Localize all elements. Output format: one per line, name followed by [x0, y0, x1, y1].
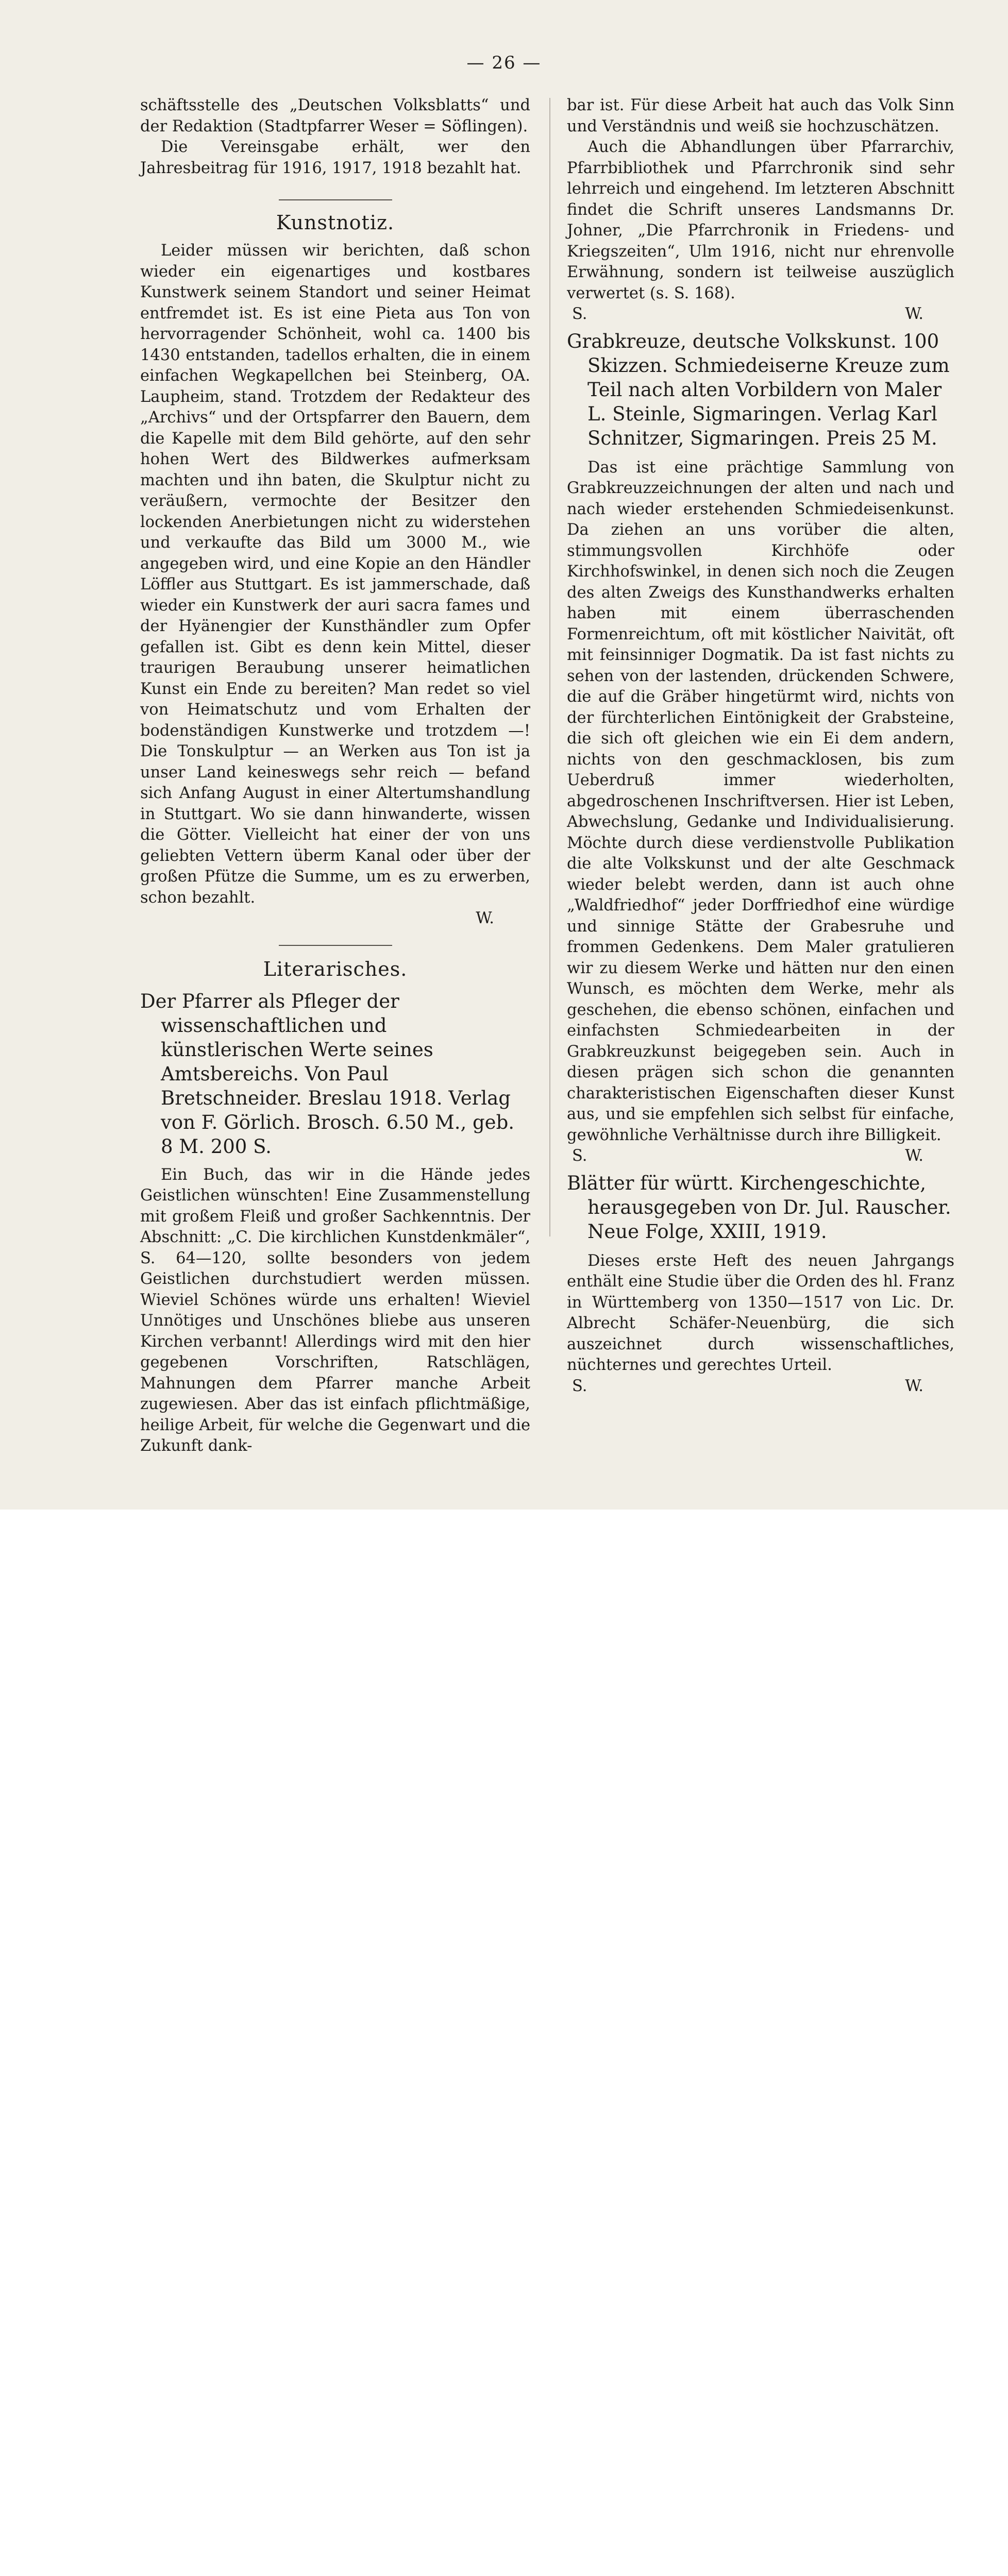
signature-initial-right: W.: [905, 1377, 923, 1395]
review-signature: [567, 1376, 954, 1397]
vereinsgabe-paragraph: Die Vereinsgabe erhält, wer den Jahresbeitrag für 1916, 1917, 1918 bezahlt hat.: [140, 138, 530, 177]
signature-initial-right: W.: [905, 305, 923, 323]
book-review-grabkreuze: Das ist eine prächtige Sammlung von Grabkreuzzeichnungen der alten und nach und nach wieder erstehenden Schmiedeisenkunst. Da ziehen an uns vorüber die alten, stimmungsvollen Kirchhöfe oder Kirchhofswinkel, in denen sich noch die Zeugen des alten Zweigs des Kunsthandwerks erhalten haben mit einem überraschenden Formenreichtum, oft mit köstlicher Naivität, oft mit feinsinniger Dogmatik. Da ist fast nichts zu sehen von der lastenden, drückenden Schwere, die auf die Gräber hingetürmt wird, nichts von der fürchterlichen Eintönigkeit der Grabsteine, die sich oft gleichen wie ein Ei dem andern, nichts von den geschmacklosen, bis zum Ueberdruß immer wiederholten, abgedroschenen Inschriftversen. Hier ist Leben, Abwechslung, Gedanke und Individualisierung. Möchte durch diese verdienstvolle Publikation die alte Volkskunst und der alte Geschmack wieder belebt werden, dann ist auch ohne „Waldfriedhof“ jeder Dorffriedhof eine würdige und sinnige Stätte der Grabesruhe und frommen Gedenkens. Dem Maler gratulieren wir zu diesem Werke und hätten nur den einen Wunsch, es möchten dem Werke, mehr als geschehen, die ebenso schönen, einfachen und einfachsten Schmiedearbeiten in der Grabkreuzkunst beigegeben sein. Auch in diesen prägen sich schon die genannten charakteristischen Eigenschaften dieser Kunst aus, und sie empfehlen sich selbst für einfache, gewöhnliche Verhältnisse durch ihre Billigkeit.: [567, 458, 954, 1144]
book-review-blaetter: Dieses erste Heft des neuen Jahrgangs enthält eine Studie über die Orden des hl. Franz in Württemberg von 1350—1517 von Lic. Dr. Albrecht Schäfer-Neuenbürg, die sich auszeichnet durch wissenschaftliches, nüchternes und gerechtes Urteil.: [567, 1251, 954, 1374]
signature-initial-left: S.: [572, 305, 587, 323]
intro-paragraph: schäftsstelle des „Deutschen Volksblatts“ und der Redaktion (Stadtpfarrer Weser = Söflingen).: [140, 96, 530, 135]
book-review-pfarrer: Ein Buch, das wir in die Hände jedes Geistlichen wünschten! Eine Zusammenstellung mit großem Fleiß und großer Sachkenntnis. Der Abschnitt: „C. Die kirchlichen Kunstdenkmäler“, S. 64—120, sollte besonders von jedem Geistlichen durchstudiert werden müssen. Wieviel Schönes würde uns erhalten! Wieviel Unnötiges und Unschönes bliebe aus unseren Kirchen verbannt! Allerdings wird mit den hier gegebenen Vorschriften, Ratschlägen, Mahnungen dem Pfarrer manche Arbeit zugewiesen. Aber das ist einfach pflichtmäßige, heilige Arbeit, für welche die Gegenwart und die Zukunft dank-: [140, 1165, 530, 1455]
page-number: — 26 —: [466, 53, 542, 73]
signature-initial-left: S.: [572, 1377, 587, 1395]
literarisches-heading: Literarisches.: [263, 957, 408, 980]
kunstnotiz-body: Leider müssen wir berichten, daß schon wieder ein eigenartiges und kostbares Kunstwerk seinem Standort und seiner Heimat entfremdet ist. Es ist eine Pieta aus Ton von hervorragender Schönheit, wohl ca. 1400 bis 1430 entstanden, tadellos erhalten, die in einem einfachen Wegkapellchen bei Steinberg, OA. Laupheim, stand. Trotzdem der Redakteur des „Archivs“ und der Ortspfarrer den Bauern, dem die Kapelle mit dem Bild gehörte, auf den sehr hohen Wert des Bildwerkes aufmerksam machten und ihn baten, die Skulptur nicht zu veräußern, vermochte der Besitzer den lockenden Anerbietungen nicht zu widerstehen und verkaufte das Bild um 3000 M., wie angegeben wird, und eine Kopie an den Händler Löffler aus Stuttgart. Es ist jammerschade, daß wieder ein Kunstwerk der auri sacra fames und der Hyänengier der Kunsthändler zum Opfer gefallen ist. Gibt es denn kein Mittel, dieser traurigen Beraubung unserer heimatlichen Kunst ein Ende zu bereiten? Man redet so viel von Heimatschutz und vom Erhalten der bodenständigen Kunstwerke und trotzdem —! Die Tonskulptur — an Werken aus Ton ist ja unser Land keineswegs sehr reich — befand sich Anfang August in einer Altertumshandlung in Stuttgart. Wo sie dann hinwanderte, wissen die Götter. Vielleicht hat einer der von uns geliebten Vettern überm Kanal oder über der großen Pfütze die Summe, um es zu erwerben, schon bezahlt.: [140, 242, 530, 907]
viewer-footer: [0, 1510, 1008, 1613]
kunstnotiz-heading: Kunstnotiz.: [276, 211, 395, 234]
kunstnotiz-signature: W.: [476, 909, 494, 927]
review-signature: [567, 1146, 954, 1167]
left-column: [140, 95, 530, 1457]
abhandlungen-paragraph: Auch die Abhandlungen über Pfarrarchiv, Pfarrbibliothek und Pfarrchronik sind sehr lehrreich und eingehend. Im letzteren Abschnitt findet die Schrift unseres Landsmanns Dr. Johner, „Die Pfarrchronik in Friedens- und Kriegszeiten“, Ulm 1916, nicht nur ehrenvolle Erwähnung, sondern ist teilweise auszüglich verwertet (s. S. 168).: [567, 138, 954, 302]
signature-initial-left: S.: [572, 1147, 587, 1165]
column-rule: [549, 98, 550, 1236]
book-entry-pfarrer: Der Pfarrer als Pfleger der wissenschaftlichen und künstlerischen Werte seines Amtsbereichs. Von Paul Bretschneider. Breslau 1918. Verlag von F. Görlich. Brosch. 6.50 M., geb. 8 M. 200 S.: [140, 990, 515, 1158]
continued-paragraph: bar ist. Für diese Arbeit hat auch das Volk Sinn und Verständnis und weiß sie hochzuschätzen.: [567, 96, 954, 135]
right-column: [567, 95, 954, 1397]
book-entry-grabkreuze: Grabkreuze, deutsche Volkskunst. 100 Skizzen. Schmiedeiserne Kreuze zum Teil nach alten Vorbildern von Maler L. Steinle, Sigmaringen. Verlag Karl Schnitzer, Sigmaringen. Preis 25 M.: [567, 330, 950, 449]
review-signature: [567, 304, 954, 325]
book-entry-blaetter: Blätter für württ. Kirchengeschichte, herausgegeben von Dr. Jul. Rauscher. Neue Folge, XXIII, 1919.: [567, 1172, 951, 1243]
signature-initial-right: W.: [905, 1147, 923, 1165]
